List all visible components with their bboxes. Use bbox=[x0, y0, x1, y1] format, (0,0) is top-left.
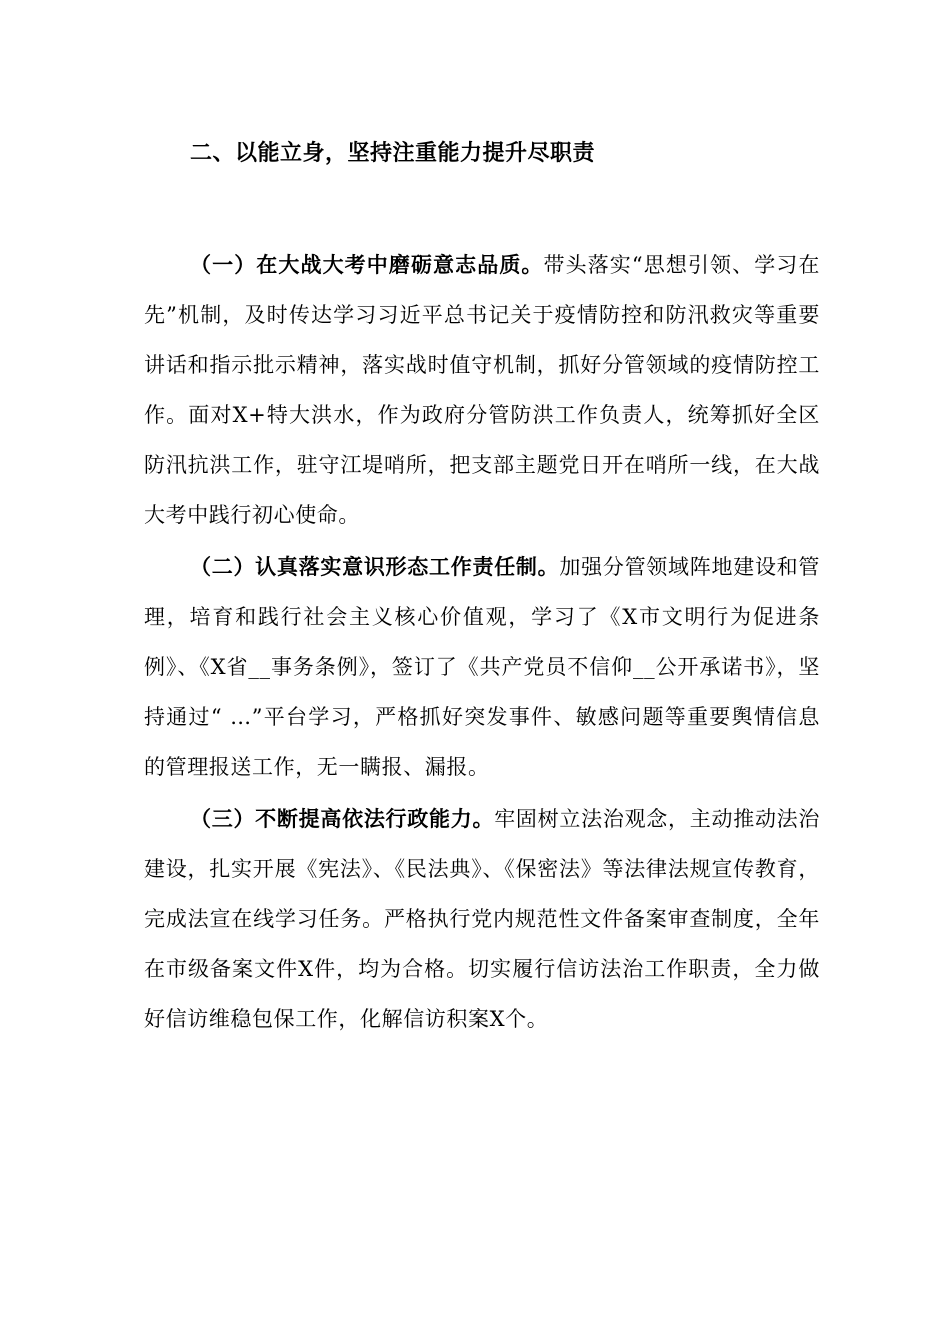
document-body bbox=[144, 240, 820, 1046]
paragraph-3-text: 牢固树立法治观念，主动推动法治建设，扎实开展《宪法》、《民法典》、《保密法》等法律法规宣传教育，完成法宣在线学习任务。严格执行党内规范性文件备案审查制度，全年在市级备案文件X件，均为合格。切实履行信访法治工作职责，全力做好信访维稳包保工作，化解信访积案X个。 bbox=[144, 807, 820, 1031]
paragraph-1-text: 带头落实“思想引领、学习在先”机制，及时传达学习习近平总书记关于疫情防控和防汛救灾等重要讲话和指示批示精神，落实战时值守机制，抓好分管领域的疫情防控工作。面对X+特大洪水，作为政府分管防洪工作负责人，统筹抓好全区防汛抗洪工作，驻守江堤哨所，把支部主题党日开在哨所一线，在大战大考中践行初心使命。 bbox=[144, 253, 820, 527]
paragraph-1 bbox=[144, 240, 820, 540]
paragraph-2 bbox=[144, 542, 820, 792]
paragraph-2-lead: （二）认真落实意识形态工作责任制。 bbox=[190, 555, 560, 579]
paragraph-3 bbox=[144, 794, 820, 1044]
paragraph-2-text: 加强分管领域阵地建设和管理，培育和践行社会主义核心价值观，学习了《X市文明行为促进条例》、《X省__事务条例》，签订了《共产党员不信仰__公开承诺书》，坚持通过“ …”平台学习，严格抓好突发事件、敏感问题等重要舆情信息的管理报送工作，无一瞒报、漏报。 bbox=[144, 555, 821, 779]
paragraph-3-lead: （三）不断提高依法行政能力。 bbox=[190, 807, 495, 831]
section-heading: 二、以能立身，坚持注重能力提升尽职责 bbox=[190, 141, 596, 166]
paragraph-1-lead: （一）在大战大考中磨砺意志品质。 bbox=[190, 253, 544, 277]
